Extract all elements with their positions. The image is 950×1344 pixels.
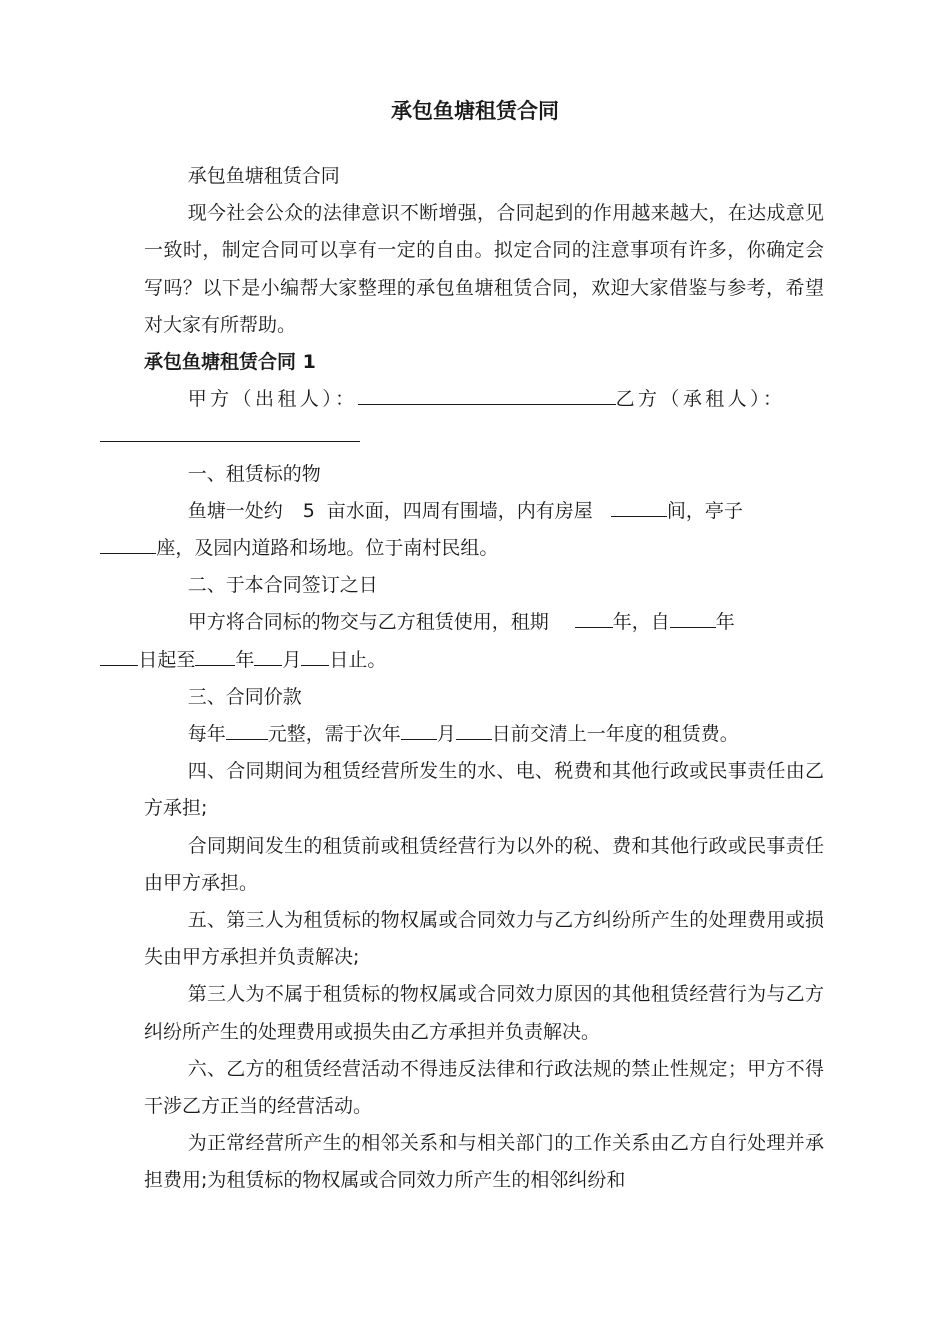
clause-2-part-c: 年 [715,611,735,634]
clause-3-part-a: 每年 [187,723,226,746]
annual-rent-blank [226,722,268,740]
clause-2-part-e: 年 [235,648,255,671]
clause-2-part-g: 日止。 [329,648,387,671]
clause-2-text [138,604,824,678]
clause-3-part-c: 月 [436,723,456,746]
clause-1-part-c: 间，亭子 [666,499,743,522]
end-day-blank [301,648,329,666]
clause-3-part-b: 元整，需于次年 [267,723,401,746]
intro-paragraph: 现今社会公众的法律意识不断增强，合同起到的作用越来越大，在达成意见一致时，制定合同可以享有一定的自由。拟定合同的注意事项有许多，你确定会写吗？以下是小编帮大家整理的承包鱼塘租赁合同，欢迎大家借鉴与参考，希望对大家有所帮助。 [144,202,824,336]
clause-6-paragraph-b: 为正常经营所产生的相邻关系和与相关部门的工作关系由乙方自行处理并承担费用;为租赁标的物权属或合同效力所产生的相邻纠纷和 [144,1132,824,1192]
party-b-blank [100,424,360,442]
document-title: 承包鱼塘租赁合同 [391,99,559,123]
end-month-blank [254,648,282,666]
parties-line [144,381,824,455]
clause-3-title: 三、合同价款 [187,685,302,708]
clause-5-paragraph-b: 第三人为不属于租赁标的物权属或合同效力原因的其他租赁经营行为与乙方纠纷所产生的处理费用或损失由乙方承担并负责解决。 [144,983,824,1043]
clause-2-part-b: 年，自 [612,611,670,634]
clause-1-part-d: 座，及园内道路和场地。位于南村民组。 [156,537,499,560]
clause-2-part-f: 月 [282,648,302,671]
clause-1-area: 5 [302,499,315,522]
rooms-blank [611,499,667,517]
clause-4-paragraph-b: 合同期间发生的租赁前或租赁经营行为以外的税、费和其他行政或民事责任由甲方承担。 [144,834,824,894]
party-b-label: 乙方（承租人）： [615,388,786,411]
section-heading: 承包鱼塘租赁合同 1 [144,351,316,374]
clause-2-title: 二、于本合同签订之日 [187,574,378,597]
start-year-blank [670,610,716,628]
document-body [138,158,824,1200]
clause-2-part-a: 甲方将合同标的物交与乙方租赁使用，租期 [187,611,549,634]
payment-month-blank [401,722,437,740]
clause-4-paragraph-a: 四、合同期间为租赁经营所发生的水、电、税费和其他行政或民事责任由乙方承担; [144,760,824,820]
start-day-blank [100,648,138,666]
clause-2-part-d: 日起至 [138,648,196,671]
clause-1-part-b: 亩水面，四周有围墙，内有房屋 [326,499,593,522]
party-a-label: 甲方（出租人）： [187,388,358,411]
clause-3-text [144,716,824,753]
clause-6-paragraph-a: 六、乙方的租赁经营活动不得违反法律和行政法规的禁止性规定；甲方不得干涉乙方正当的经营活动。 [144,1057,824,1118]
clause-1-title: 一、租赁标的物 [187,462,321,485]
subtitle: 承包鱼塘租赁合同 [187,165,340,187]
end-year-blank [195,648,235,666]
term-years-blank [575,610,613,628]
payment-day-blank [456,722,492,740]
clause-1-part-a: 鱼塘一处约 [187,499,283,522]
clause-1-text [144,493,824,567]
clause-5-paragraph-a: 五、第三人为租赁标的物权属或合同效力与乙方纠纷所产生的处理费用或损失由甲方承担并负责解决; [144,909,824,969]
pavilion-blank [100,536,156,554]
party-a-blank [358,387,616,405]
clause-3-part-d: 日前交清上一年度的租赁费。 [491,723,739,746]
